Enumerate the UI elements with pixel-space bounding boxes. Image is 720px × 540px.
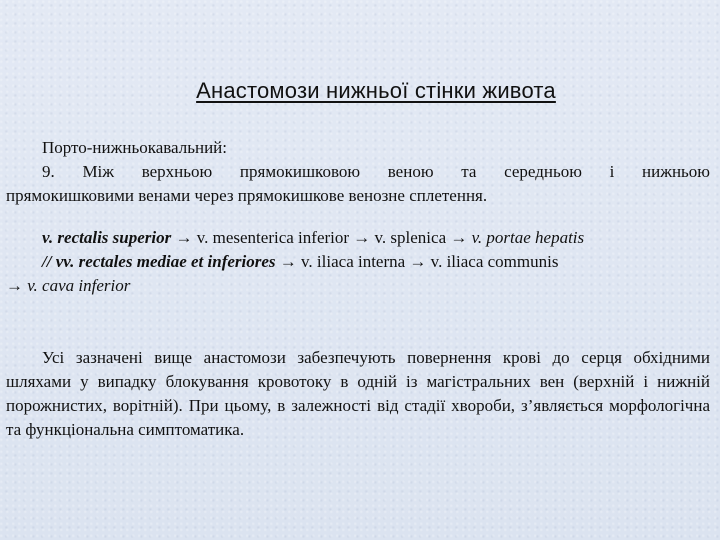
- pathway-arrows-1: → v. mesenterica inferior → v. splenica →: [171, 228, 472, 247]
- summary-text: Усі зазначені вище анастомози забезпечують повернення крові до серця обхідними шляхами у випадку блокування кровотоку в одній із магістральних вен (верхній і нижній порожнистих, ворітній). При цьому, в залежності від стадії хвороби, з’являється морфологічна та функціональна симптоматика.: [6, 348, 710, 439]
- vein-portal: v. portae hepatis: [471, 228, 585, 247]
- vein-inferior-cava: v. cava inferior: [27, 276, 131, 295]
- porto-caval-section: [6, 136, 710, 208]
- slide-title: [0, 78, 720, 104]
- summary-paragraph: [6, 346, 710, 442]
- venous-pathway: [6, 226, 710, 298]
- vein-middle-inferior-rectal: // vv. rectales mediae et inferiores: [42, 252, 276, 271]
- pathway-line-1: [42, 226, 710, 250]
- pathway-line-2: [42, 250, 710, 274]
- section-heading: Порто-нижньокавальний:: [42, 138, 228, 157]
- pathway-arrow-3: →: [6, 276, 28, 295]
- anastomosis-description-line1: 9. Між верхньою прямокишковою веною та середньою і нижньою: [42, 162, 710, 181]
- pathway-line-3: [6, 274, 710, 298]
- slide-title-text: Анастомози нижньої стінки живота: [196, 78, 556, 103]
- anastomosis-description-line2: прямокишковими венами через прямокишкове венозне сплетення.: [6, 186, 488, 205]
- vein-superior-rectal: v. rectalis superior: [42, 228, 172, 247]
- pathway-arrows-2: → v. iliaca interna → v. iliaca communis: [275, 252, 559, 271]
